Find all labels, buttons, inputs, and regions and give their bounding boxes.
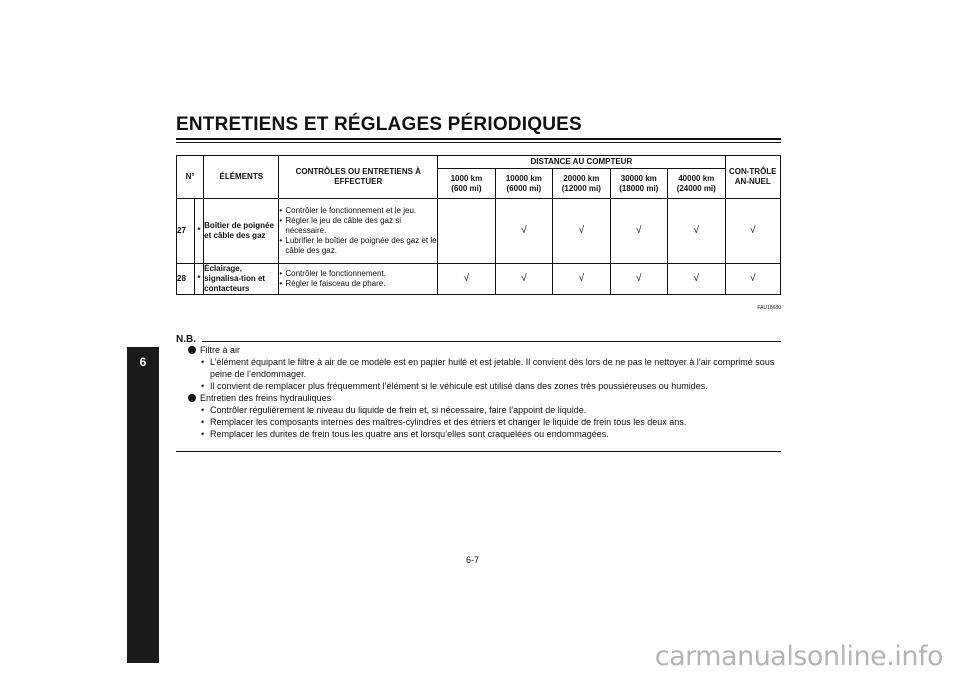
header-dist-0: 1000 km (600 mi) [438, 169, 495, 199]
title-rule-thin [176, 142, 781, 143]
note-subitem: • Remplacer les durites de frein tous les quatre ans et lorsqu’elles sont craquelées ou endommagées. [201, 429, 609, 439]
note-title: Filtre à air [200, 345, 241, 355]
row-star: * [194, 264, 203, 295]
row-star: * [194, 199, 203, 264]
check-cell: √ [610, 264, 667, 295]
check-cell: √ [668, 264, 726, 295]
check-cell [438, 199, 495, 264]
page-number: 6-7 [466, 555, 480, 565]
note-title: Entretien des freins hydrauliques [200, 393, 332, 403]
maintenance-table [176, 155, 781, 295]
check-cell: √ [610, 199, 667, 264]
note-subitem: • Il convient de remplacer plus fréquemment l’élément si le véhicule est utilisé dans des zones très poussiéreuses ou humides. [201, 381, 708, 391]
title-rule [176, 138, 781, 140]
check-cell: √ [668, 199, 726, 264]
reference-code: FAU18680 [757, 305, 781, 311]
note-subitem: • Contrôler régulièrement le niveau du liquide de frein et, si nécessaire, faire l’appoint de liquide. [201, 405, 587, 415]
header-controls: CONTRÔLES OU ENTRETIENS À EFFECTUER [279, 156, 438, 199]
control-item: • Régler le faisceau de phare. [279, 279, 386, 288]
check-cell: √ [553, 264, 610, 295]
control-item: • Contrôler le fonctionnement. [279, 269, 386, 278]
note-subitem: • L’élément équipant le filtre à air de ce modèle est en papier huilé et est jetable. Il convient dès lors de ne pas le nettoyer à l’air comprimé sous peine de l’endommager. [201, 357, 775, 379]
header-dist-1: 10000 km (6000 mi) [495, 169, 552, 199]
note-item [188, 344, 781, 356]
chapter-number: 6 [139, 355, 147, 369]
note-item [188, 392, 781, 404]
check-cell: √ [725, 264, 780, 295]
nb-rule [202, 341, 781, 342]
check-cell: √ [725, 199, 780, 264]
row-number: 27 [177, 199, 195, 264]
watermark: carmanualsonline.info [654, 641, 943, 672]
check-cell: √ [553, 199, 610, 264]
table-row [177, 264, 781, 295]
header-dist-4: 40000 km (24000 mi) [668, 169, 726, 199]
check-cell: √ [495, 264, 552, 295]
note-subitem: • Remplacer les composants internes des maîtres-cylindres et des étriers et changer le liquide de frein tous les deux ans. [201, 417, 687, 427]
bullet-dot-icon [188, 346, 196, 354]
header-num: N° [177, 156, 204, 199]
control-item: • Lubrifier le boîtier de poignée des gaz et le câble des gaz. [279, 236, 437, 255]
row-controls [279, 264, 438, 295]
check-cell: √ [495, 199, 552, 264]
header-dist-2: 20000 km (12000 mi) [553, 169, 610, 199]
table-row [177, 199, 781, 264]
row-element: Éclairage, signalisa-tion et contacteurs [204, 264, 279, 295]
header-annual: CON-TRÔLE AN-NUEL [725, 156, 780, 199]
control-item: • Régler le jeu de câble des gaz si nécessaire. [279, 216, 401, 235]
header-dist-3: 30000 km (18000 mi) [610, 169, 667, 199]
chapter-tab [127, 347, 159, 663]
row-number: 28 [177, 264, 195, 295]
check-cell: √ [438, 264, 495, 295]
header-distance: DISTANCE AU COMPTEUR [438, 156, 725, 169]
row-element: Boîtier de poignée et câble des gaz [204, 199, 279, 264]
nb-label: N.B. [176, 334, 196, 345]
control-item: • Contrôler le fonctionnement et le jeu. [279, 206, 417, 215]
row-controls [279, 199, 438, 264]
nb-bottom-rule [176, 451, 781, 452]
page-title: ENTRETIENS ET RÉGLAGES PÉRIODIQUES [176, 114, 582, 135]
nb-notes [188, 344, 781, 440]
bullet-dot-icon [188, 394, 196, 402]
header-elements: ÉLÉMENTS [204, 156, 279, 199]
